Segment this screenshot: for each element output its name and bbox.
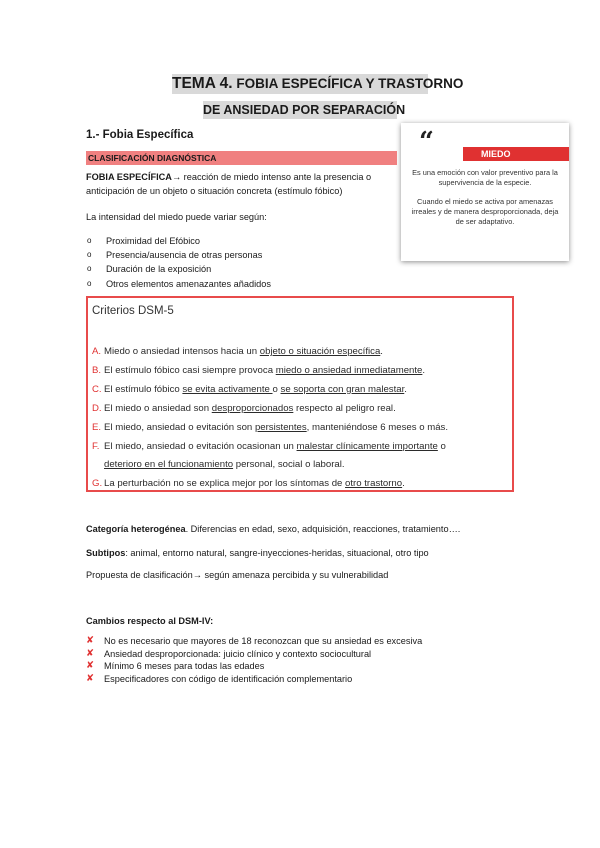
bullet-icon: o	[87, 236, 92, 245]
arrow-icon: →	[192, 570, 202, 580]
callout-text-1: Es una emoción con valor preventivo para la supervivencia de la especie.	[412, 168, 558, 187]
criterion-e: E. El miedo, ansiedad o evitación son persistentes, manteniéndose 6 meses o más.	[92, 421, 448, 433]
changes-list	[86, 635, 422, 685]
list-item: o Duración de la exposición	[86, 262, 271, 276]
criterion-f: F. El miedo, ansiedad o evitación ocasionan un malestar clínicamente importante o	[92, 440, 446, 452]
criterion-c: C. El estímulo fóbico se evita activamente o se soporta con gran malestar.	[92, 383, 407, 395]
definition-label: FOBIA ESPECÍFICA	[86, 172, 172, 182]
page-title-line-1	[172, 74, 464, 94]
page-title-line-2: DE ANSIEDAD POR SEPARACIÓN	[203, 103, 406, 117]
bullet-icon: o	[87, 264, 92, 274]
classification-band: CLASIFICACIÓN DIAGNÓSTICA	[86, 151, 397, 165]
criterion-f-continued: deterioro en el funcionamiento personal, social o laboral.	[104, 459, 345, 471]
proposal-line: Propuesta de clasificación→ según amenaza percibida y su vulnerabilidad	[86, 570, 389, 580]
subtypes-line: Subtipos: animal, entorno natural, sangre-inyecciones-heridas, situacional, otro tipo	[86, 548, 429, 558]
intensity-intro: La intensidad del miedo puede variar según:	[86, 212, 267, 222]
definition-text: reacción de miedo intenso ante la presencia o anticipación de un objeto o situación concreta (estímulo fóbico)	[86, 172, 372, 196]
definition-paragraph	[86, 171, 398, 198]
list-item: ✘ No es necesario que mayores de 18 reconozcan que su ansiedad es excesiva	[86, 635, 423, 646]
section-heading: 1.- Fobia Específica	[86, 129, 194, 141]
bullet-icon: o	[87, 278, 92, 288]
intensity-factor-list	[86, 234, 271, 291]
list-item: ✘ Mínimo 6 meses para todas las edades	[86, 660, 265, 671]
fear-callout-card	[401, 123, 569, 261]
criterion-d: D. El miedo o ansiedad son desproporcionados respecto al peligro real.	[92, 402, 396, 414]
cross-icon: ✘	[86, 660, 94, 671]
cross-icon: ✘	[86, 647, 94, 659]
dsm5-title: Criterios DSM-5	[92, 305, 174, 317]
cross-icon: ✘	[86, 635, 94, 646]
criterion-b: B. El estímulo fóbico casi siempre provoca miedo o ansiedad inmediatamente.	[92, 364, 426, 376]
title-rest: FOBIA ESPECÍFICA Y TRASTORNO	[232, 76, 464, 91]
title-prefix: TEMA 4.	[172, 75, 233, 92]
criterion-g: G. La perturbación no se explica mejor por los síntomas de otro trastorno.	[92, 478, 405, 490]
list-item: ✘ Especificadores con código de identificación complementario	[86, 672, 353, 684]
heterogeneity-line: Categoría heterogénea. Diferencias en edad, sexo, adquisición, reacciones, tratamiento….	[86, 524, 461, 534]
list-item: ✘ Ansiedad desproporcionada: juicio clínico y contexto sociocultural	[86, 647, 372, 659]
criterion-a: A. Miedo o ansiedad intensos hacia un objeto o situación específica.	[92, 346, 383, 357]
list-item: o Otros elementos amenazantes añadidos	[86, 277, 271, 291]
bullet-icon: o	[87, 250, 92, 260]
list-item: o Presencia/ausencia de otras personas	[86, 248, 271, 262]
quote-icon: “	[419, 127, 434, 157]
callout-label: MIEDO	[463, 147, 569, 161]
changes-heading: Cambios respecto al DSM-IV:	[86, 616, 214, 626]
callout-text-2: Cuando el miedo se activa por amenazas irreales y de manera desproporcionada, deja de ser adaptativo.	[411, 197, 559, 226]
list-item: o Proximidad del Efóbico	[86, 234, 271, 248]
dsm5-criteria-list	[92, 343, 508, 494]
arrow-icon: →	[171, 172, 182, 182]
dsm5-criteria-box	[86, 296, 514, 492]
cross-icon: ✘	[86, 672, 94, 684]
